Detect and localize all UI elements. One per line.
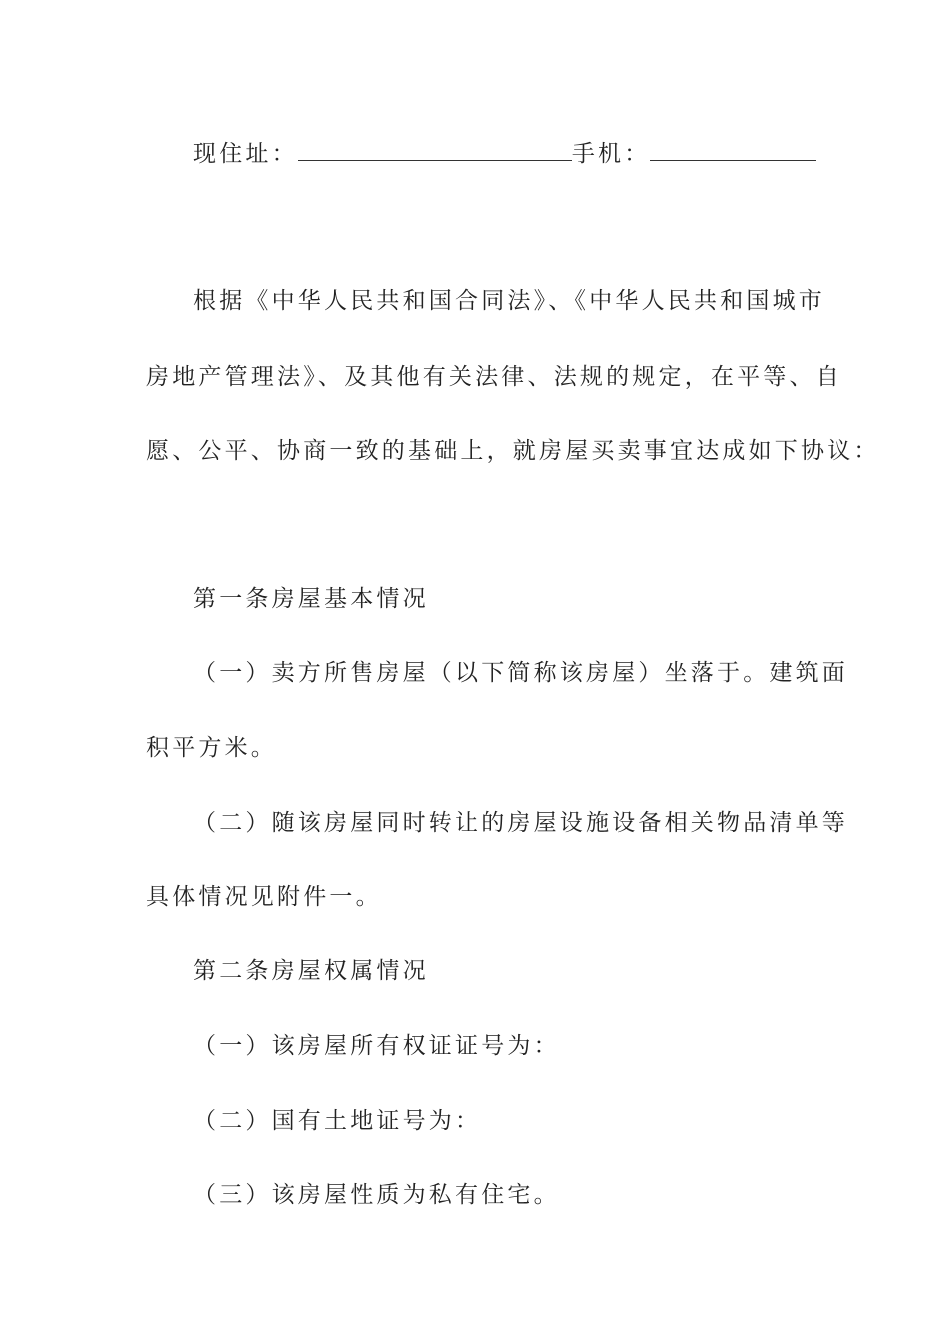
article-1-item-1-line-1: （一）卖方所售房屋（以下简称该房屋）坐落于。建筑面 [193, 660, 848, 686]
address-label: 现住址： [193, 141, 298, 167]
preamble-line-2: 房地产管理法》、及其他有关法律、法规的规定，在平等、自 [146, 364, 842, 390]
article-1-item-2-line-1: （二）随该房屋同时转让的房屋设施设备相关物品清单等 [193, 810, 848, 836]
preamble-line-3: 愿、公平、协商一致的基础上，就房屋买卖事宜达成如下协议： [146, 438, 880, 464]
article-2-item-2: （二）国有土地证号为： [193, 1108, 482, 1134]
address-phone-line [193, 138, 816, 169]
phone-blank [650, 138, 816, 161]
preamble-line-1: 根据《中华人民共和国合同法》、《中华人民共和国城市 [193, 288, 825, 314]
article-2-item-3: （三）该房屋性质为私有住宅。 [193, 1182, 560, 1208]
article-1-item-1-line-2: 积平方米。 [146, 735, 277, 761]
article-1-item-2-line-2: 具体情况见附件一。 [146, 884, 382, 910]
address-blank [298, 138, 572, 161]
phone-label: 手机： [571, 141, 651, 167]
article-2-title: 第二条房屋权属情况 [193, 958, 429, 984]
article-1-title: 第一条房屋基本情况 [193, 586, 429, 612]
article-2-item-1: （一）该房屋所有权证证号为： [193, 1033, 560, 1059]
